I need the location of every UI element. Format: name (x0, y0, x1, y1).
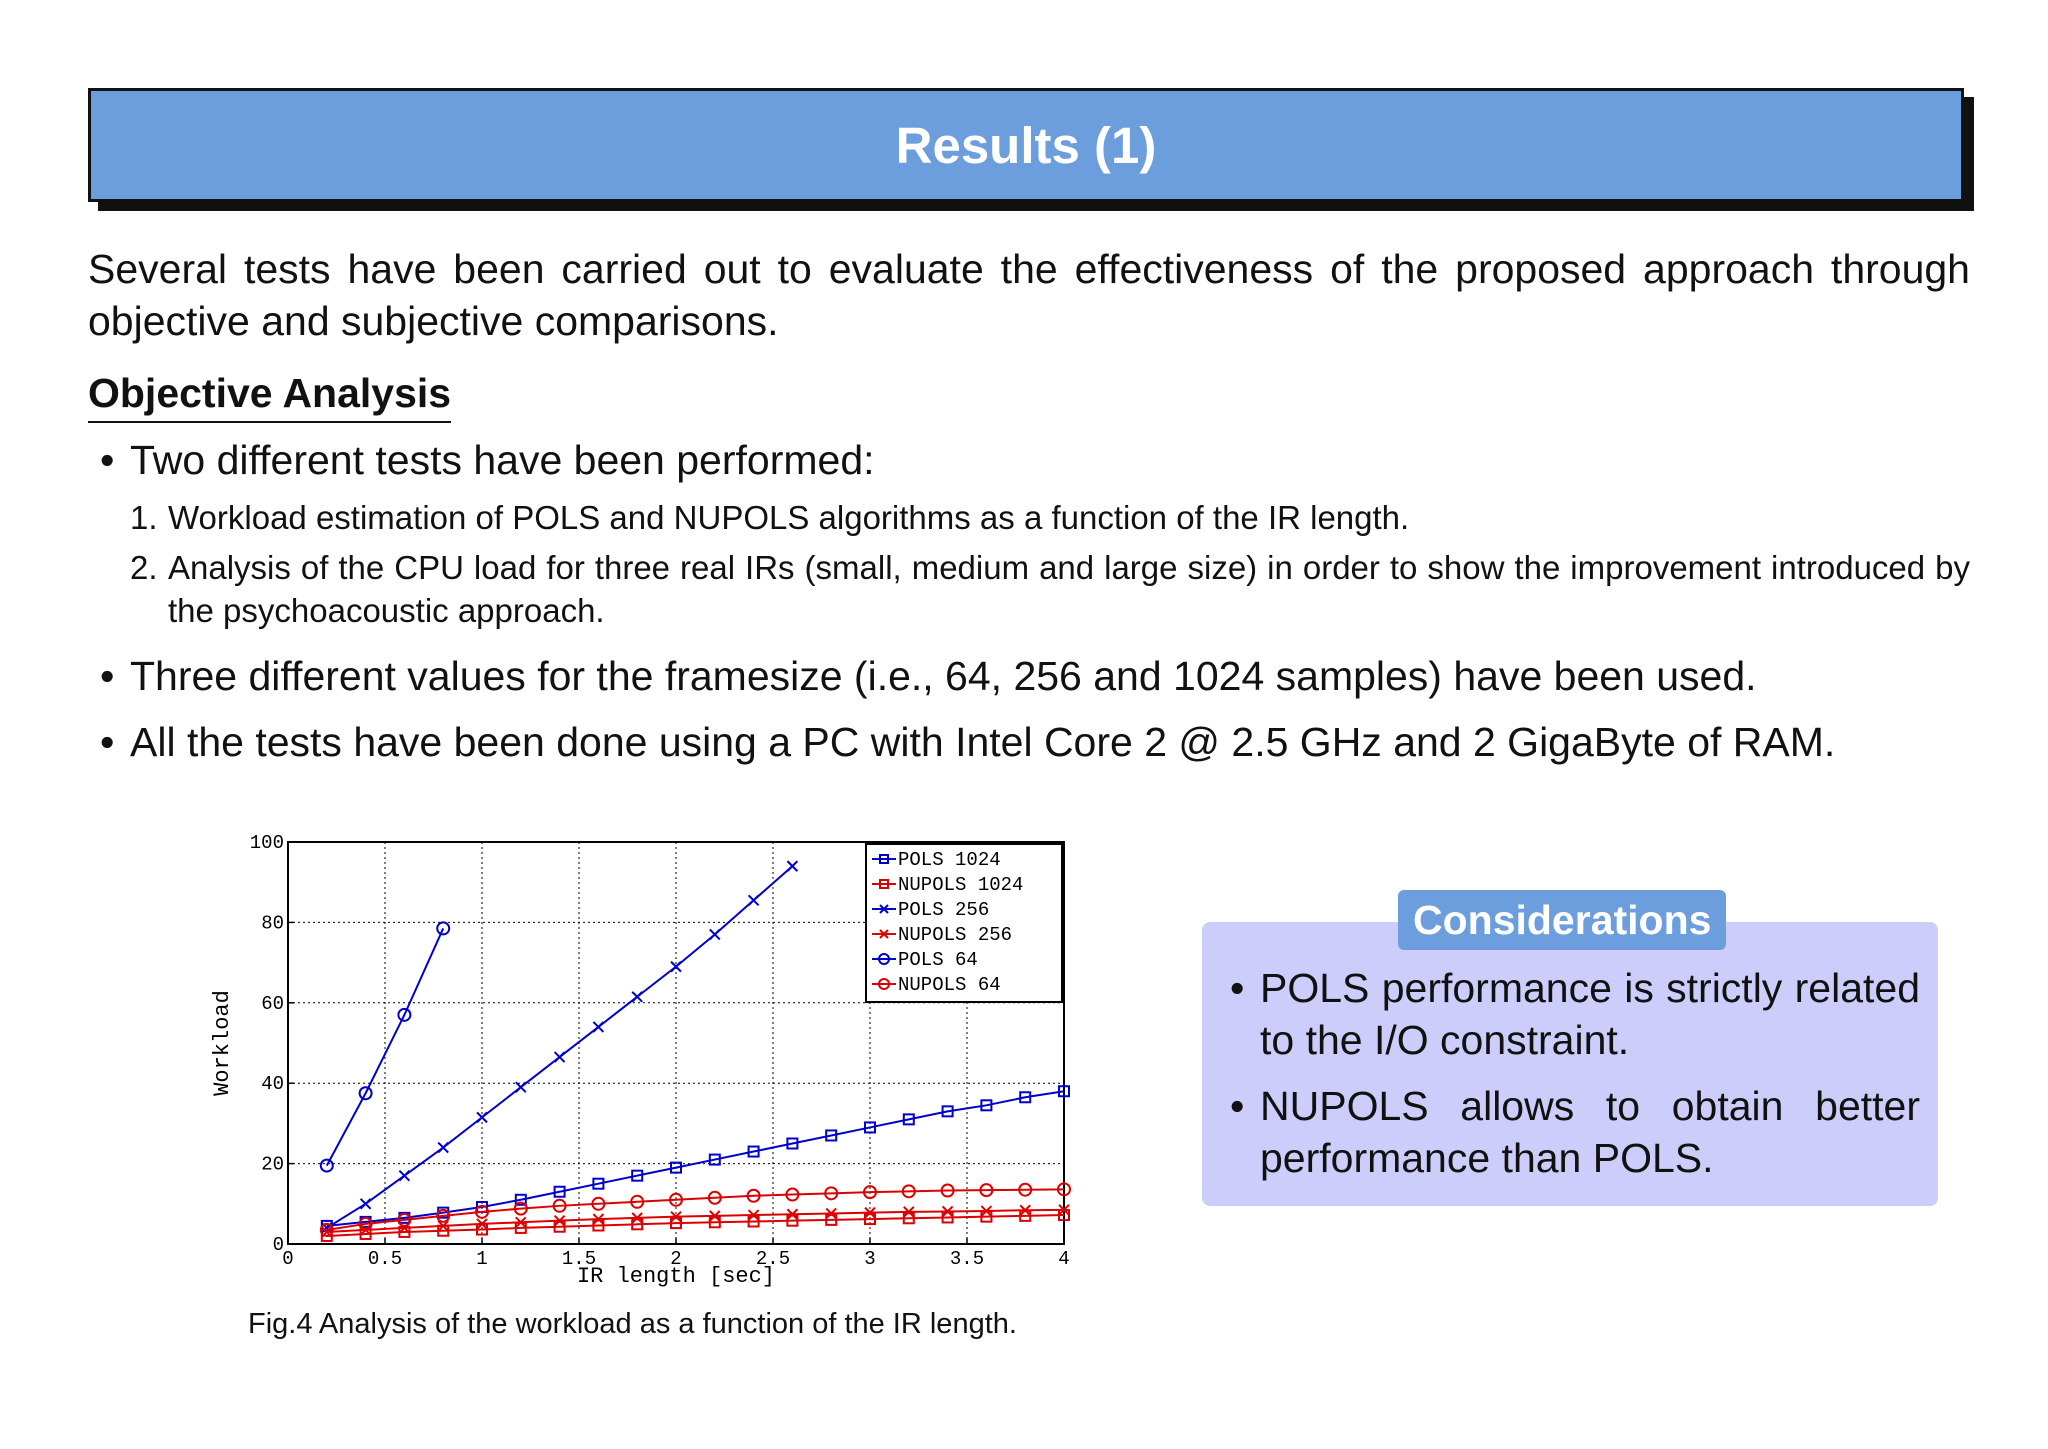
legend-label: POLS 64 (898, 949, 978, 971)
y-tick-label: 40 (261, 1073, 284, 1096)
legend-label: NUPOLS 64 (898, 974, 1001, 996)
x-tick-label: 2 (670, 1248, 682, 1270)
workload-chart (200, 820, 1080, 1300)
data-point (593, 1022, 603, 1032)
y-tick-label: 100 (249, 832, 284, 854)
x-tick-label: 4 (1058, 1248, 1070, 1270)
bullet-dot-icon: • (100, 653, 115, 699)
list-text: Workload estimation of POLS and NUPOLS algorithms as a function of the IR length. (168, 499, 1410, 536)
y-tick-label: 20 (261, 1153, 284, 1176)
series-nupols-64 (321, 1183, 1070, 1236)
x-axis-label: IR length [sec] (576, 1264, 776, 1289)
y-tick-label: 80 (261, 912, 284, 935)
bullet-item (100, 434, 875, 486)
considerations-list (1230, 962, 1920, 1198)
data-point (321, 1160, 333, 1172)
bullet-text: All the tests have been done using a PC with Intel Core 2 @ 2.5 GHz and 2 GigaByte of RAM. (130, 719, 1836, 765)
title-bar (88, 88, 1964, 202)
x-tick-label: 3 (864, 1248, 876, 1270)
data-point (749, 895, 759, 905)
bullet-text: Two different tests have been performed: (130, 437, 875, 483)
considerations-title: Considerations (1398, 890, 1726, 950)
x-tick-label: 0.5 (367, 1248, 403, 1270)
section-heading: Objective Analysis (88, 370, 451, 423)
data-point (632, 992, 642, 1002)
series-pols-256 (322, 861, 798, 1233)
legend-label: POLS 256 (898, 899, 990, 921)
data-point (555, 1052, 565, 1062)
legend (866, 844, 1062, 1002)
legend-label: NUPOLS 1024 (898, 874, 1024, 896)
data-point (787, 861, 797, 871)
list-text: Analysis of the CPU load for three real IRs (small, medium and large size) in order to show the improvement introduced by the psychoacoustic approach. (168, 549, 1970, 629)
y-axis-label: Workload (210, 990, 235, 1096)
bullet-dot-icon: • (100, 437, 115, 483)
numbered-list (130, 496, 1970, 632)
list-item (130, 546, 1970, 632)
list-item (130, 496, 1970, 539)
data-point (399, 1171, 409, 1181)
legend-label: NUPOLS 256 (898, 924, 1013, 946)
bullet-dot-icon: • (1230, 1083, 1245, 1129)
consideration-item (1230, 1080, 1920, 1184)
x-tick-label: 3.5 (949, 1248, 985, 1270)
intro-text: Several tests have been carried out to evaluate the effectiveness of the proposed approach through objective and subjective comparisons. (88, 246, 1970, 344)
figure-caption: Fig.4 Analysis of the workload as a function of the IR length. (248, 1308, 1017, 1340)
x-tick-label: 2.5 (755, 1248, 791, 1270)
data-point (361, 1199, 371, 1209)
x-tick-label: 1 (476, 1248, 488, 1270)
consideration-text: POLS performance is strictly related to the I/O constraint. (1260, 965, 1920, 1063)
series-line (327, 866, 793, 1228)
list-number: 2. (130, 549, 158, 586)
bullet-text: Three different values for the framesize (i.e., 64, 256 and 1024 samples) have been used. (130, 653, 1757, 699)
series-pols-1024 (322, 1086, 1069, 1231)
x-tick-label: 0 (282, 1248, 294, 1270)
y-tick-label: 60 (261, 992, 284, 1015)
page-title: Results (1) (895, 116, 1157, 174)
consideration-item (1230, 962, 1920, 1066)
bullet-dot-icon: • (100, 719, 115, 765)
data-point (438, 1143, 448, 1153)
legend-label: POLS 1024 (898, 849, 1001, 871)
data-point (516, 1082, 526, 1092)
x-tick-label: 1.5 (561, 1248, 597, 1270)
data-point (437, 922, 449, 934)
data-point (710, 929, 720, 939)
bullet-item (100, 716, 1835, 768)
consideration-text: NUPOLS allows to obtain better performance than POLS. (1260, 1083, 1920, 1181)
list-number: 1. (130, 499, 158, 536)
series-nupols-256 (322, 1205, 1069, 1237)
bullet-item (100, 650, 1757, 702)
y-tick-label: 0 (272, 1234, 284, 1256)
bullet-dot-icon: • (1230, 965, 1245, 1011)
